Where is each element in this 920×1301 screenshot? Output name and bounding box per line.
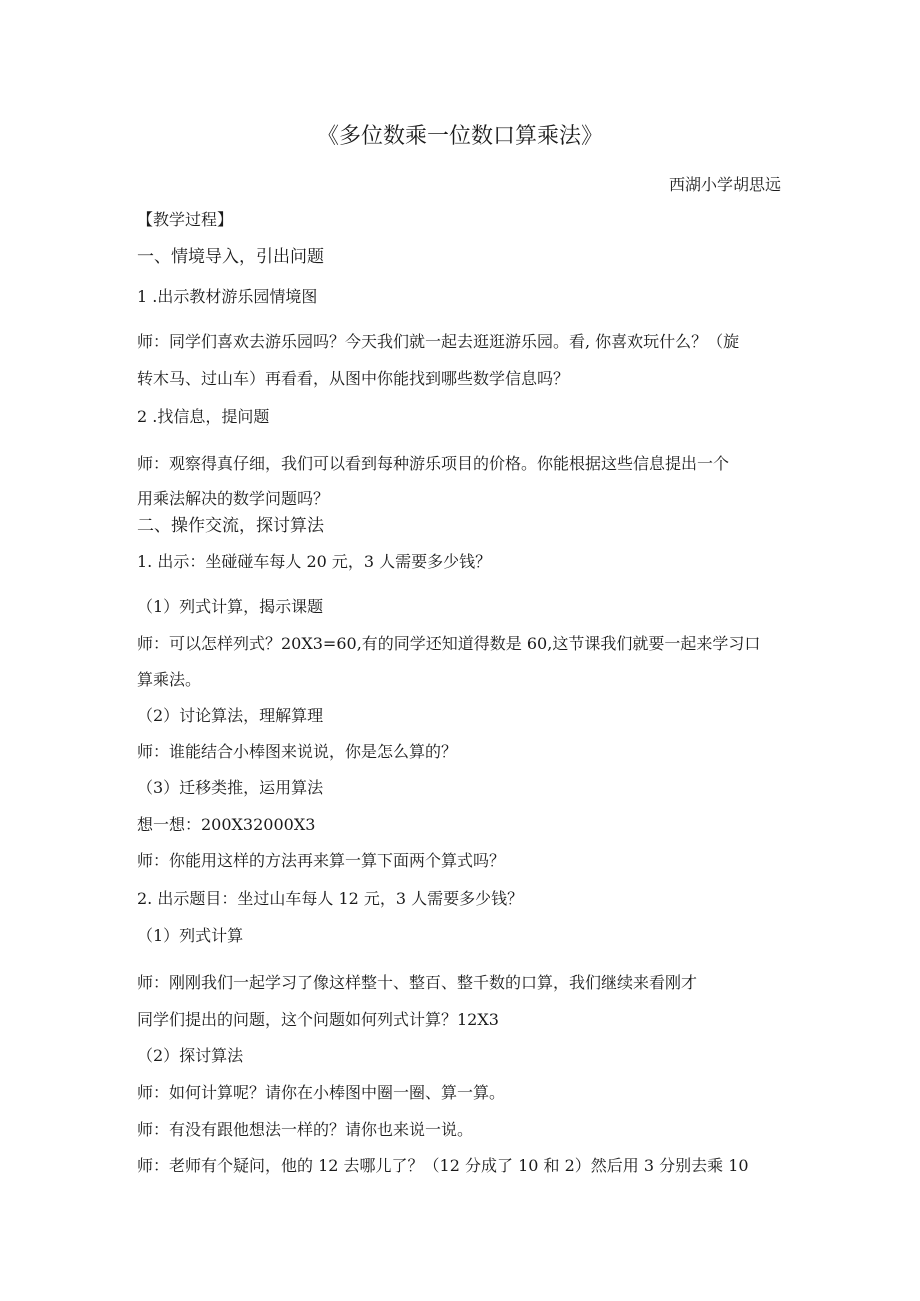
paragraph-line: 用乘法解决的数学问题吗？ [137,489,330,508]
paragraph-line: 师：老师有个疑问，他的 12 去哪儿了？（12 分成了 10 和 2）然后用 3 分别去乘 10 [137,1156,749,1175]
sub-item: （2）探讨算法 [137,1046,244,1065]
section-heading-1: 一、情境导入，引出问题 [137,247,324,267]
paragraph-line: 师：如何计算呢？请你在小棒图中圈一圈、算一算。 [137,1083,506,1102]
paragraph-line: 算乘法。 [137,670,202,689]
sub-item: （2）讨论算法，理解算理 [137,706,324,725]
think-line: 想一想：200X32000X3 [137,815,316,834]
list-item-1-2: 2 .找信息，提问题 [137,407,270,426]
sub-item: （1）列式计算 [137,926,244,945]
paragraph-line: 师：观察得真仔细，我们可以看到每种游乐项目的价格。你能根据这些信息提出一个 [137,454,730,473]
sub-item: （1）列式计算，揭示课题 [137,597,324,616]
paragraph-line: 师：谁能结合小棒图来说说，你是怎么算的？ [137,742,458,761]
document-title: 《多位数乘一位数口算乘法》 [316,124,603,149]
paragraph-line: 师：同学们喜欢去游乐园吗？今天我们就一起去逛逛游乐园。看, 你喜欢玩什么？（旋 [137,332,740,351]
paragraph-line: 同学们提出的问题，这个问题如何列式计算？12X3 [137,1010,499,1029]
paragraph-line: 师：可以怎样列式？20X3=60,有的同学还知道得数是 60,这节课我们就要一起来学习口 [137,634,761,653]
paragraph-line: 转木马、过山车）再看看，从图中你能找到哪些数学信息吗？ [137,369,570,388]
paragraph-line: 师：有没有跟他想法一样的？请你也来说一说。 [137,1120,474,1139]
paragraph-line: 师：刚刚我们一起学习了像这样整十、整百、整千数的口算，我们继续来看刚才 [137,973,698,992]
list-item-2-1: 1. 出示：坐碰碰车每人 20 元，3 人需要多少钱？ [137,552,492,571]
author-line: 西湖小学胡思远 [668,175,781,194]
section-heading-2: 二、操作交流，探讨算法 [137,516,324,536]
section-label-teaching-process: 【教学过程】 [137,210,234,229]
sub-item: （3）迁移类推，运用算法 [137,778,324,797]
list-item-2-2: 2. 出示题目：坐过山车每人 12 元，3 人需要多少钱？ [137,889,524,908]
paragraph-line: 师：你能用这样的方法再来算一算下面两个算式吗？ [137,851,506,870]
list-item-1-1: 1 .出示教材游乐园情境图 [137,287,318,306]
